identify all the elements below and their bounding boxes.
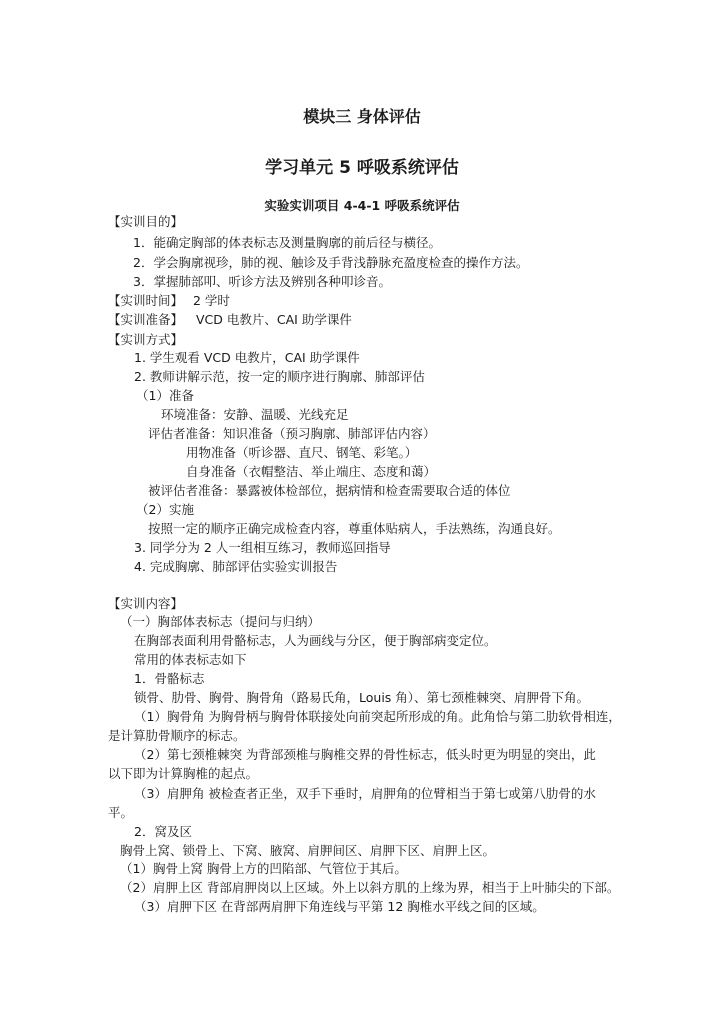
- content-line: （2）肩胛上区 背部肩胛岗以上区域。外上以斜方肌的上缘为界，相当于上叶肺尖的下部。: [120, 880, 620, 895]
- content-line: （2）第七颈椎棘突 为背部颈椎与胸椎交界的骨性标志，低头时更为明显的突出，此: [134, 747, 596, 762]
- preparation-heading: 【实训准备】: [108, 312, 184, 327]
- content-line: 胸骨上窝、锁骨上、下窝、腋窝、肩胛间区、肩胛下区、肩胛上区。: [120, 843, 496, 858]
- method-line: 2. 教师讲解示范，按一定的顺序进行胸廓、肺部评估: [134, 369, 425, 384]
- method-line: 环境准备：安静、温暖、光线充足: [161, 407, 349, 422]
- method-line: 评估者准备：知识准备（预习胸廓、肺部评估内容）: [148, 426, 436, 441]
- content-line: 常用的体表标志如下: [134, 652, 247, 667]
- objective-item: 1．能确定胸部的体表标志及测量胸廓的前后径与横径。: [133, 235, 441, 250]
- content-line: （3）肩胛角 被检查者正坐，双手下垂时，肩胛角的位臂相当于第七或第八肋骨的水: [134, 786, 596, 801]
- content-line: （1）胸骨上窝 胸骨上方的凹陷部、气管位于其后。: [120, 861, 407, 876]
- content-line: 以下即为计算胸椎的起点。: [108, 766, 259, 781]
- preparation-value: VCD 电教片、CAI 助学课件: [196, 312, 352, 327]
- objectives-heading: 【实训目的】: [108, 214, 184, 229]
- method-line: （2）实施: [136, 502, 194, 517]
- method-line: 用物准备（听诊器、直尺、钢笔、彩笔。）: [186, 445, 418, 460]
- content-line: 在胸部表面利用骨骼标志，人为画线与分区，便于胸部病变定位。: [134, 633, 497, 648]
- time-heading: 【实训时间】: [108, 293, 184, 308]
- content-line: 1．骨骼标志: [134, 671, 205, 686]
- method-line: （1）准备: [136, 388, 194, 403]
- content-line: 平。: [108, 805, 134, 820]
- content-line: （一）胸部体表标志（提问与归纳）: [120, 614, 321, 629]
- method-line: 被评估者准备：暴露被体检部位，据病情和检查需要取合适的体位: [148, 483, 511, 498]
- content-heading: 【实训内容】: [108, 596, 184, 611]
- content-line: （1）胸骨角 为胸骨柄与胸骨体联接处向前突起所形成的角。此角恰与第二肋软骨相连，: [134, 709, 621, 724]
- content-line: （3）肩胛下区 在背部两肩胛下角连线与平第 12 胸椎水平线之间的区域。: [134, 899, 545, 914]
- methods-heading: 【实训方式】: [108, 332, 184, 347]
- objective-item: 2．学会胸廓视珍，肺的视、触诊及手背浅静脉充盈度检查的操作方法。: [133, 255, 529, 270]
- method-line: 自身准备（衣帽整洁、举止端庄、态度和蔼）: [186, 464, 437, 479]
- unit-title: 学习单元 5 呼吸系统评估: [265, 158, 459, 178]
- time-value: 2 学时: [193, 293, 230, 308]
- content-line: 2．窝及区: [134, 824, 192, 839]
- project-title: 实验实训项目 4-4-1 呼吸系统评估: [264, 198, 460, 213]
- method-line: 3. 同学分为 2 人一组相互练习，教师巡回指导: [134, 540, 391, 555]
- objective-item: 3．掌握肺部叩、听诊方法及辨别各种叩诊音。: [133, 274, 391, 289]
- method-line: 4. 完成胸廓、肺部评估实验实训报告: [134, 559, 338, 574]
- method-line: 按照一定的顺序正确完成检查内容，尊重体贴病人，手法熟练，沟通良好。: [148, 521, 561, 536]
- content-line: 是计算肋骨顺序的标志。: [108, 728, 246, 743]
- content-line: 锁骨、肋骨、胸骨、胸骨角（路易氏角，Louis 角）、第七颈椎棘突、肩胛骨下角。: [134, 690, 590, 705]
- module-title: 模块三 身体评估: [303, 107, 421, 126]
- method-line: 1. 学生观看 VCD 电教片，CAI 助学课件: [134, 350, 360, 365]
